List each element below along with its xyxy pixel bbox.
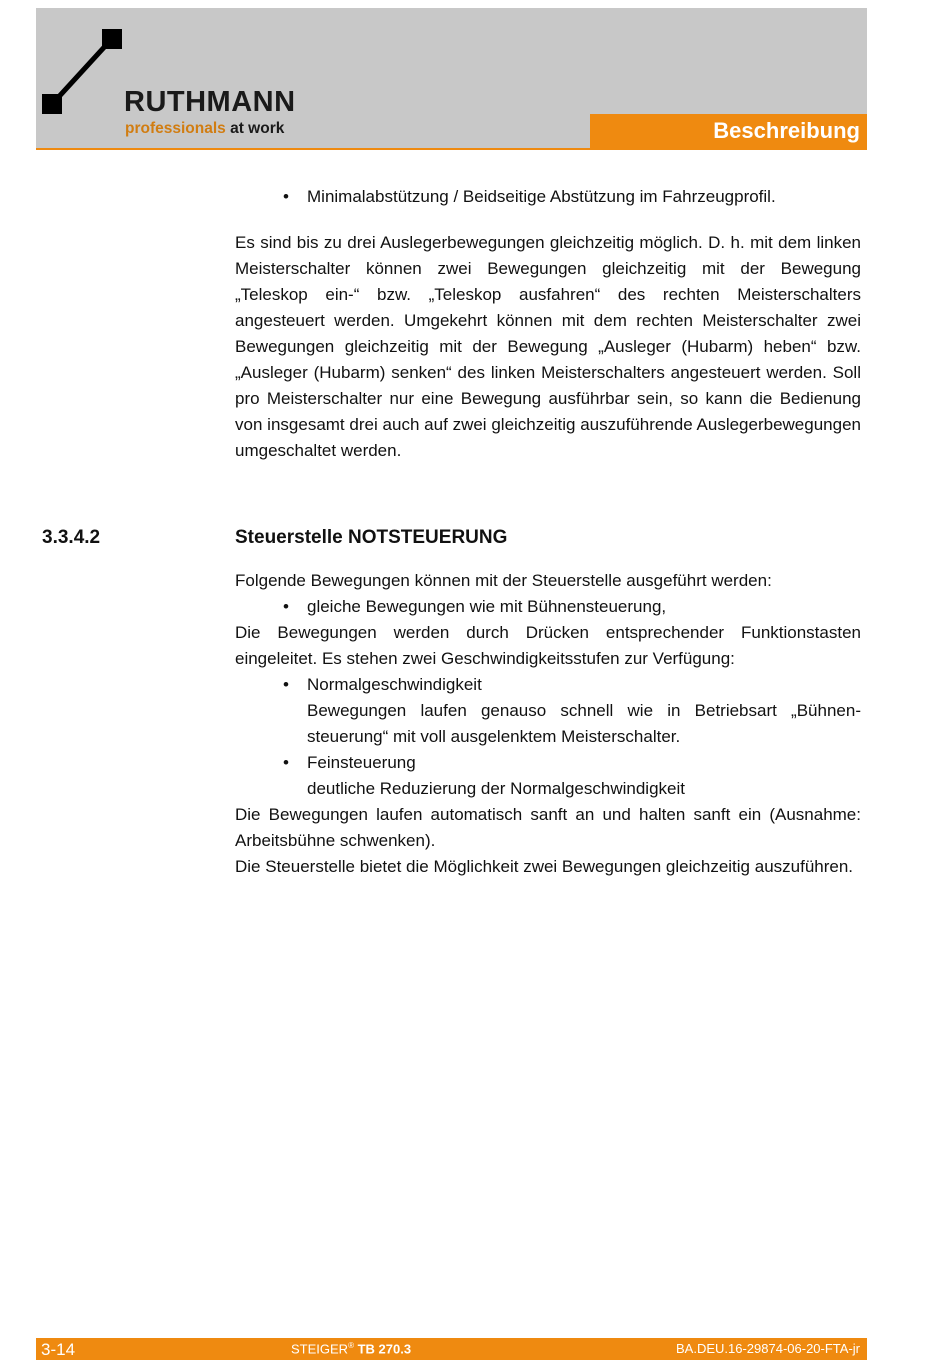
section-title: Steuerstelle NOTSTEUERUNG — [235, 527, 508, 548]
section-number: 3.3.4.2 — [42, 527, 101, 548]
list-item — [235, 672, 861, 750]
header-divider — [36, 148, 867, 150]
tagline-main: professionals — [125, 120, 226, 137]
model-prefix: STEIGER — [291, 1341, 349, 1357]
list-item-title: Feinsteuerung — [307, 753, 416, 772]
intro-paragraph: Es sind bis zu drei Auslegerbewegungen gleichzeitig möglich. D. h. mit dem linken Meisterschalter können zwei Bewegungen gleichzeitig mit der Bewegung „Teleskop ein-“ bzw. „Teleskop ausfahren“ des rechten Meisterschalters angesteuert werden. Umgekehrt können mit dem rechten Meisterschalter zwei Bewegungen gleichzeitig mit der Bewegung „Ausleger (Hubarm) heben“ bzw. „Ausleger (Hubarm) senken“ des linken Meisterschalters angesteuert werden. Soll pro Meisterschalter nur eine Bewegung ausführbar sein, so kann die Bedienung von insgesamt drei auch auf zwei gleichzeitig auszuführende Auslegerbewegungen umgeschaltet werden. — [235, 233, 861, 460]
brand-name: RUTHMANN — [124, 86, 296, 118]
section-body — [235, 568, 861, 880]
list-item — [235, 750, 861, 802]
ruthmann-logo-icon — [42, 28, 132, 118]
list-item — [235, 184, 861, 210]
page-footer — [36, 1338, 867, 1360]
brand-tagline — [125, 120, 284, 138]
bullet-icon: • — [283, 597, 289, 616]
list-item-text: deutliche Reduzierung der Normalgeschwindigkeit — [307, 779, 685, 798]
document-id: BA.DEU.16-29874-06-20-FTA-jr — [676, 1341, 860, 1356]
section-lead: Folgende Bewegungen können mit der Steuerstelle ausgeführt werden: — [235, 571, 772, 590]
list-item-text: Bewegungen laufen genauso schnell wie in Betriebsart „Bühnensteuerung“ mit voll ausgelenktem Meisterschalter. — [307, 701, 861, 746]
list-item-title: Normalgeschwindigkeit — [307, 675, 482, 694]
bullet-icon: • — [283, 187, 289, 206]
list-item — [235, 594, 861, 620]
section-paragraph: Die Bewegungen laufen automatisch sanft an und halten sanft ein (Ausnahme: Arbeitsbühne schwenken). — [235, 805, 861, 850]
list-item-text: Minimalabstützung / Beidseitige Abstützung im Fahrzeugprofil. — [307, 187, 776, 206]
bullet-icon: • — [283, 675, 289, 694]
registered-mark: ® — [348, 1341, 354, 1350]
bullet-icon: • — [283, 753, 289, 772]
section-paragraph: Die Steuerstelle bietet die Möglichkeit zwei Bewegungen gleichzeitig auszuführen. — [235, 857, 854, 876]
tagline-tail: at work — [225, 120, 285, 137]
body-content — [235, 184, 861, 464]
list-item-text: gleiche Bewegungen wie mit Bühnensteuerung, — [307, 597, 667, 616]
page-number: 3-14 — [41, 1340, 76, 1359]
model-name — [291, 1341, 411, 1356]
section-tab: Beschreibung — [590, 114, 867, 150]
section-paragraph: Die Bewegungen werden durch Drücken entsprechender Funktionstasten eingeleitet. Es stehen zwei Geschwindigkeitsstufen zur Verfügung: — [235, 623, 861, 668]
model-code: TB 270.3 — [357, 1341, 412, 1357]
